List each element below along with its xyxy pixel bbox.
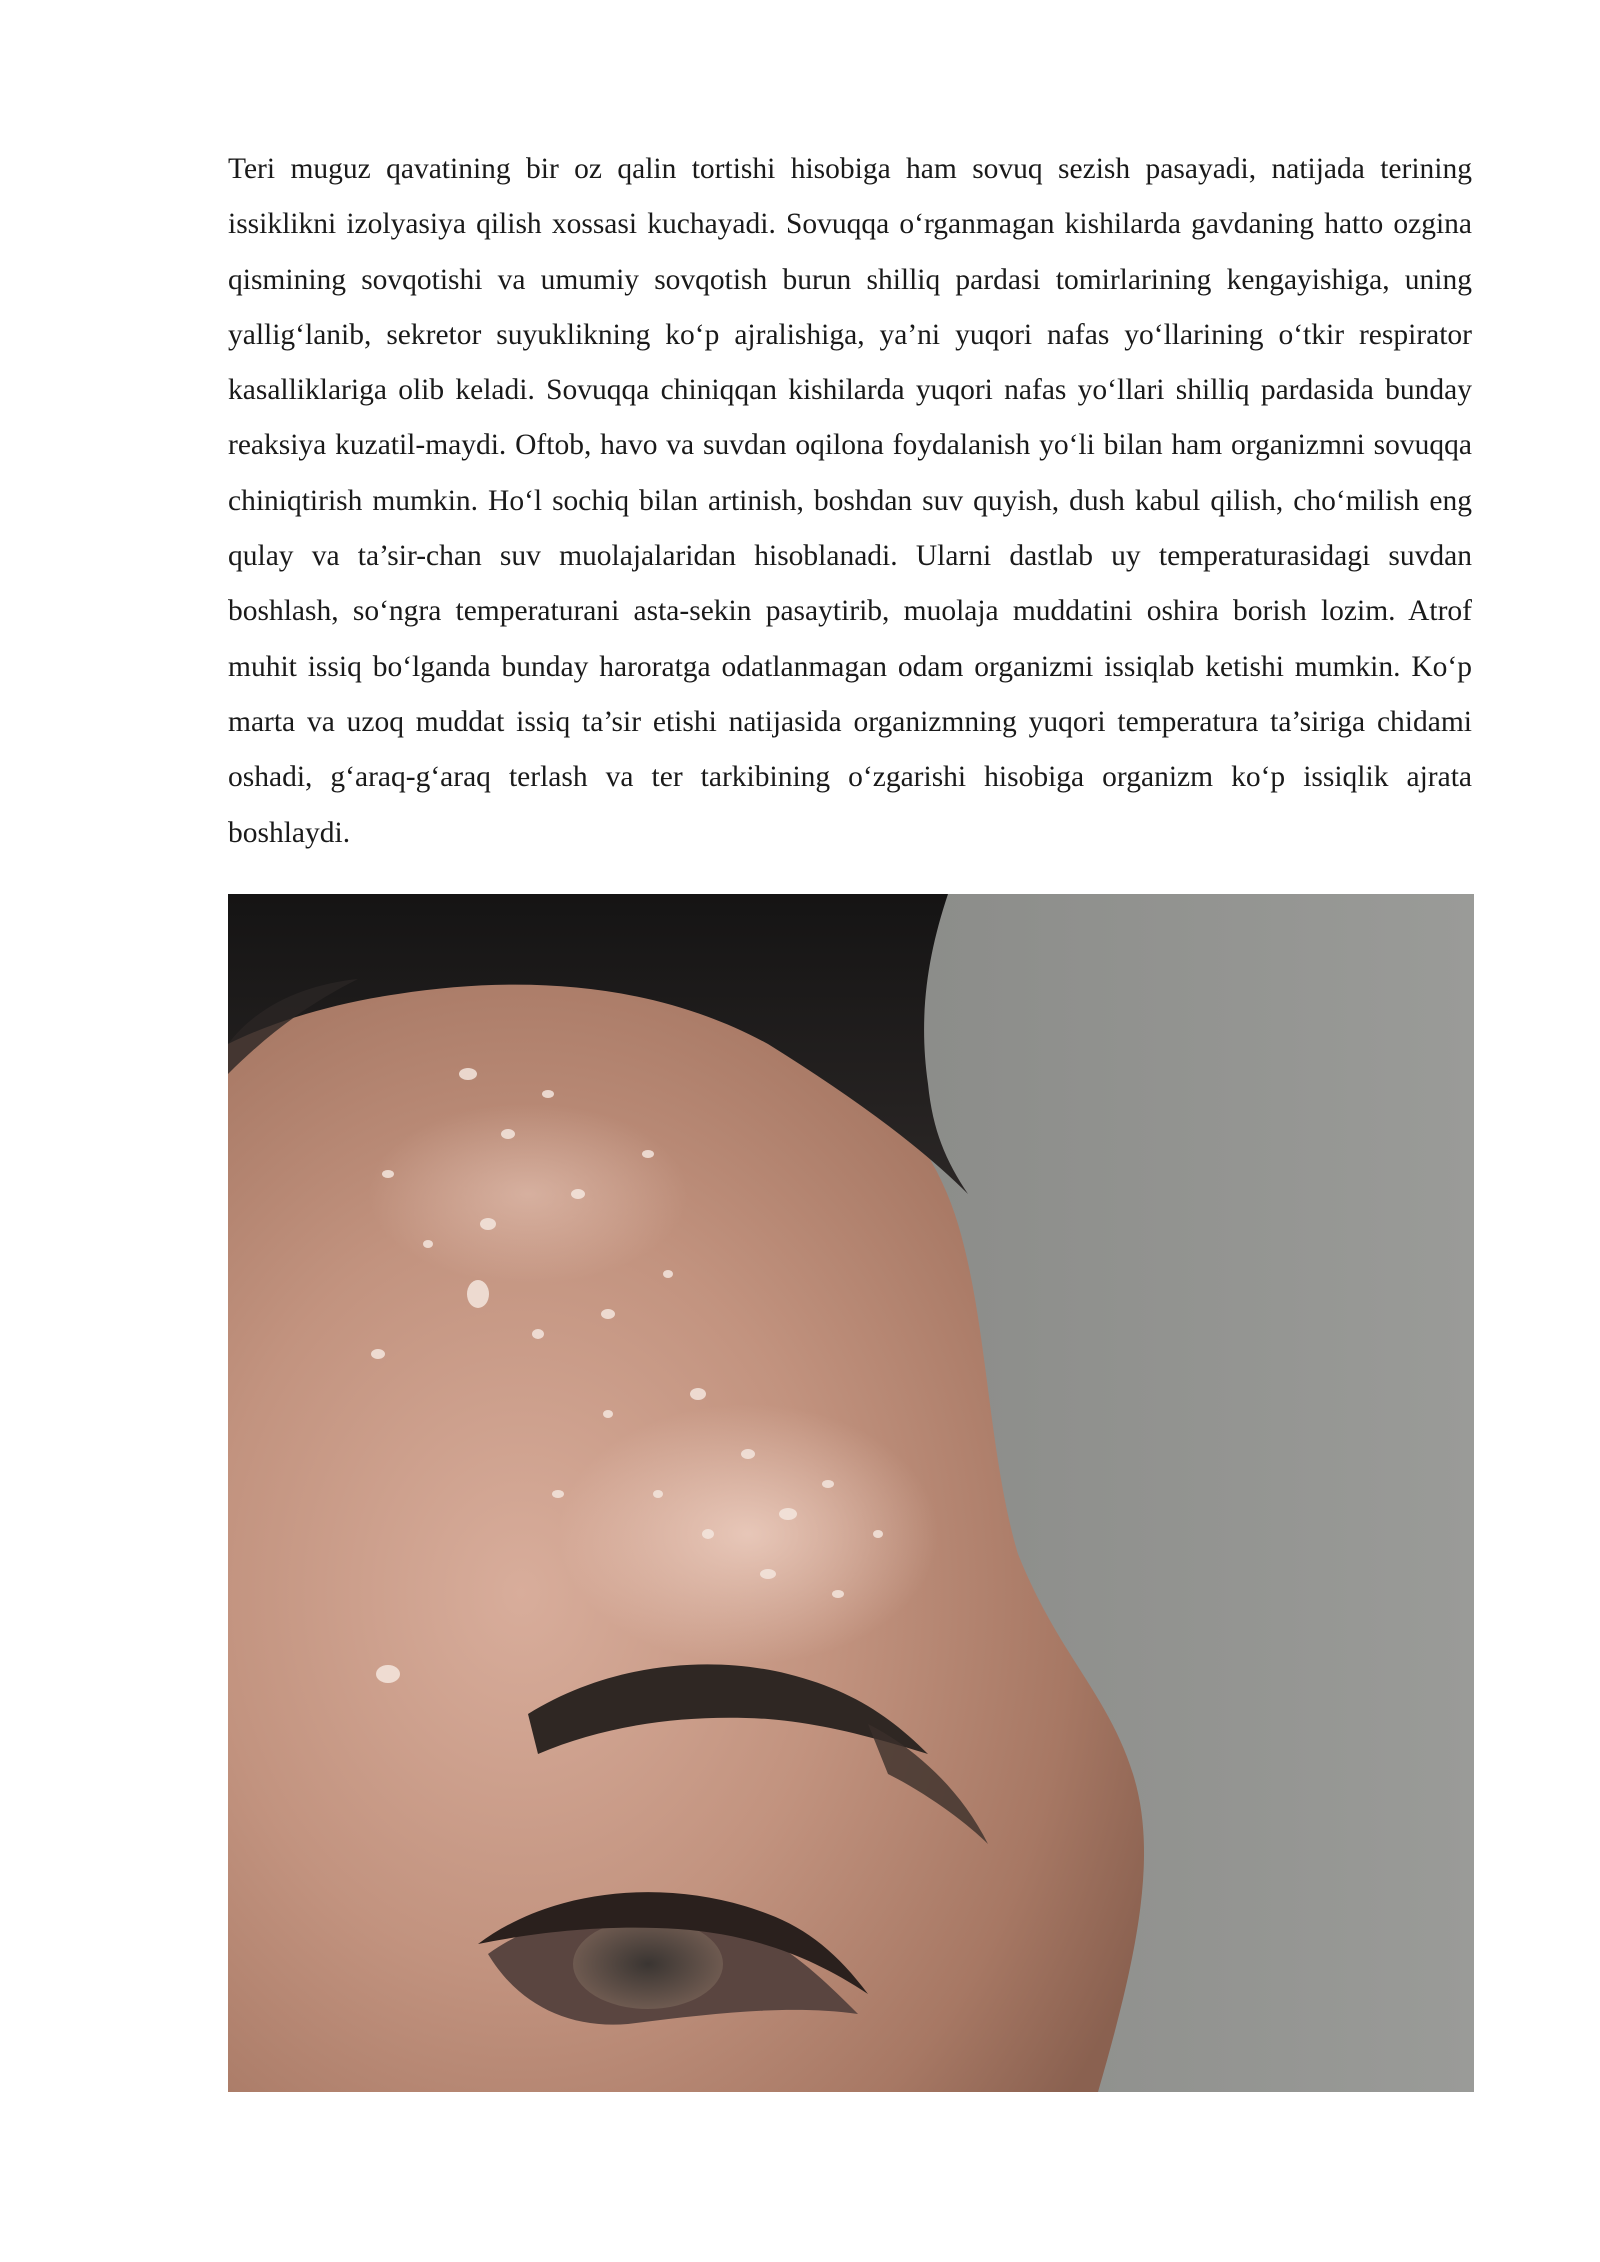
body-paragraph: Teri muguz qavatining bir oz qalin tortishi hisobiga ham sovuq sezish pasayadi, natijada terining issiklikni izolyasiya qilish xossasi kuchayadi. Sovuqqa o‘rganmagan kishilarda gavdaning hatto ozgina qismining sovqotishi va umumiy sovqotish burun shilliq pardasi tomirlarining kengayishiga, uning yallig‘lanib, sekretor suyuklikning ko‘p ajralishiga, ya’ni yuqori nafas yo‘llarining o‘tkir respirator kasalliklariga olib keladi. Sovuqqa chiniqqan kishilarda yuqori nafas yo‘llari shilliq pardasida bunday reaksiya kuzatil-maydi. Oftob, havo va suvdan oqilona foydalanish yo‘li bilan ham organizmni sovuqqa chiniqtirish mumkin. Ho‘l sochiq bilan artinish, boshdan suv quyish, dush kabul qilish, cho‘milish eng qulay va ta’sir-chan suv muolajalaridan hisoblanadi. Ularni dastlab uy temperaturasidagi suvdan boshlash, so‘ngra temperaturani asta-sekin pasaytirib, muolaja muddatini oshira borish lozim. Atrof muhit issiq bo‘lganda bunday haroratga odatlanmagan odam organizmi issiqlab ketishi mumkin. Ko‘p marta va uzoq muddat issiq ta’sir etishi natijasida organizmning yuqori temperatura ta’siriga chidami oshadi, g‘araq-g‘araq terlash va ter tarkibining o‘zgarishi hisobiga organizm ko‘p issiqlik ajrata boshlaydi. [228, 153, 1472, 849]
skin-highlight [368, 1104, 688, 1284]
sweaty-forehead-photo [228, 894, 1474, 2092]
photo-illustration [228, 894, 1474, 2092]
eye [573, 1919, 723, 2009]
